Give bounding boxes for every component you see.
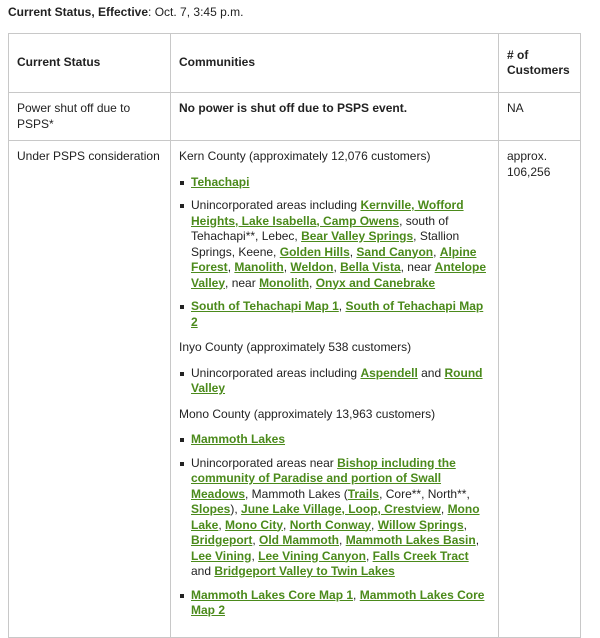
link-kernville[interactable]: Kernville, Wofford Heights, Lake Isabella, Camp Owens [191,198,464,228]
list-item [179,299,490,330]
text: , [349,244,357,259]
list-item [179,366,490,397]
text: Unincorporated areas including [191,198,361,212]
link-north-conway[interactable]: North Conway [289,517,372,532]
list-item [179,588,490,619]
text: , [475,533,480,547]
list-item [179,456,490,580]
link-slopes[interactable]: Slopes [191,502,231,516]
link-trails[interactable]: Trails [347,486,380,501]
status-heading [8,4,243,20]
list-item [179,175,490,191]
link-onyx-canebrake[interactable]: Onyx and Canebrake [315,275,436,290]
text: , Stallion Springs, Keene, [191,229,460,259]
link-bear-valley-springs[interactable]: Bear Valley Springs [301,229,414,243]
link-lee-vining-canyon[interactable]: Lee Vining Canyon [258,548,366,563]
link-aspendell[interactable]: Aspendell [360,365,418,380]
text: , near [225,275,260,290]
text: , [283,260,291,274]
text: , [433,244,440,259]
list-item [179,432,490,448]
link-lee-vining[interactable]: Lee Vining [191,548,252,563]
link-falls-creek-tract[interactable]: Falls Creek Tract [372,548,469,563]
kern-county-title: Kern County (approximately 12,076 customers) [179,149,431,163]
link-south-tehachapi-map-1[interactable]: South of Tehachapi Map 1 [191,299,339,313]
text: ), [230,502,242,516]
text: , Mammoth Lakes ( [245,486,348,501]
link-antelope-valley[interactable]: Antelope Valley [191,260,486,290]
link-manolith[interactable]: Manolith [234,260,284,274]
link-bella-vista[interactable]: Bella Vista [340,260,401,274]
text: , [440,502,448,516]
table-row [9,141,581,638]
inyo-list [179,366,490,397]
row1-communities [171,93,499,141]
text: Unincorporated areas near [191,455,338,470]
mono-county-title: Mono County (approximately 13,963 customers) [179,406,436,421]
link-tehachapi[interactable]: Tehachapi [191,174,250,189]
link-bishop[interactable]: Bishop including the community of Paradise and portion of Swall Meadows [191,455,456,501]
link-willow-springs[interactable]: Willow Springs [377,517,464,532]
link-monolith[interactable]: Monolith [259,275,310,290]
link-mammoth-core-map-1[interactable]: Mammoth Lakes Core Map 1 [191,587,354,602]
header-customers: # of Customers [499,34,581,93]
link-sand-canyon[interactable]: Sand Canyon [356,244,434,259]
link-mono-city[interactable]: Mono City [225,517,284,532]
link-bridgeport-valley[interactable]: Bridgeport Valley to Twin Lakes [214,564,395,578]
psps-status-table [8,33,581,638]
text: , south of Tehachapi**, Lebec, [191,213,449,243]
link-mono-lake[interactable]: Mono Lake [191,502,480,532]
text: , [252,533,260,547]
kern-list [179,175,490,331]
text: , [251,548,259,563]
link-south-tehachapi-map-2[interactable]: South of Tehachapi Map 2 [191,299,484,329]
link-mammoth-lakes[interactable]: Mammoth Lakes [191,432,286,446]
text: , [339,533,346,547]
text: , near [400,260,435,274]
row1-customers: NA [499,93,581,141]
header-current-status: Current Status [9,34,171,93]
text: , [371,517,378,532]
link-bridgeport[interactable]: Bridgeport [191,533,253,547]
row1-communities-text: No power is shut off due to PSPS event. [179,101,408,115]
inyo-county-title: Inyo County (approximately 538 customers) [179,340,412,354]
text: , [309,275,316,290]
link-alpine-forest[interactable]: Alpine Forest [191,244,477,274]
list-item [179,198,490,291]
link-golden-hills[interactable]: Golden Hills [279,244,350,259]
text: and [191,564,215,578]
text: , [338,299,346,313]
text: Unincorporated areas including [191,365,361,380]
link-weldon[interactable]: Weldon [290,260,334,274]
row2-communities [171,141,499,638]
status-heading-date: : Oct. 7, 3:45 p.m. [148,5,244,19]
table-header-row [9,34,581,93]
link-round-valley[interactable]: Round Valley [191,365,483,395]
status-heading-label: Current Status, Effective [8,5,149,19]
row2-customers: approx. 106,256 [499,141,581,638]
text: , [365,548,373,563]
text: , [227,260,235,274]
text: and [417,365,445,380]
mono-list [179,432,490,619]
text: , [218,517,226,532]
text: , Core**, North**, [379,486,470,501]
text: , [283,517,290,532]
header-communities: Communities [171,34,499,93]
text: , [353,587,360,602]
text: , [463,517,467,532]
table-row [9,93,581,141]
row1-status: Power shut off due to PSPS* [9,93,171,141]
row2-status: Under PSPS consideration [9,141,171,638]
link-mammoth-core-map-2[interactable]: Mammoth Lakes Core Map 2 [191,587,485,617]
link-old-mammoth[interactable]: Old Mammoth [259,533,340,547]
link-mammoth-lakes-basin[interactable]: Mammoth Lakes Basin [345,533,476,547]
text: , [333,260,341,274]
link-june-lake[interactable]: June Lake Village, Loop, Crestview [241,502,441,516]
